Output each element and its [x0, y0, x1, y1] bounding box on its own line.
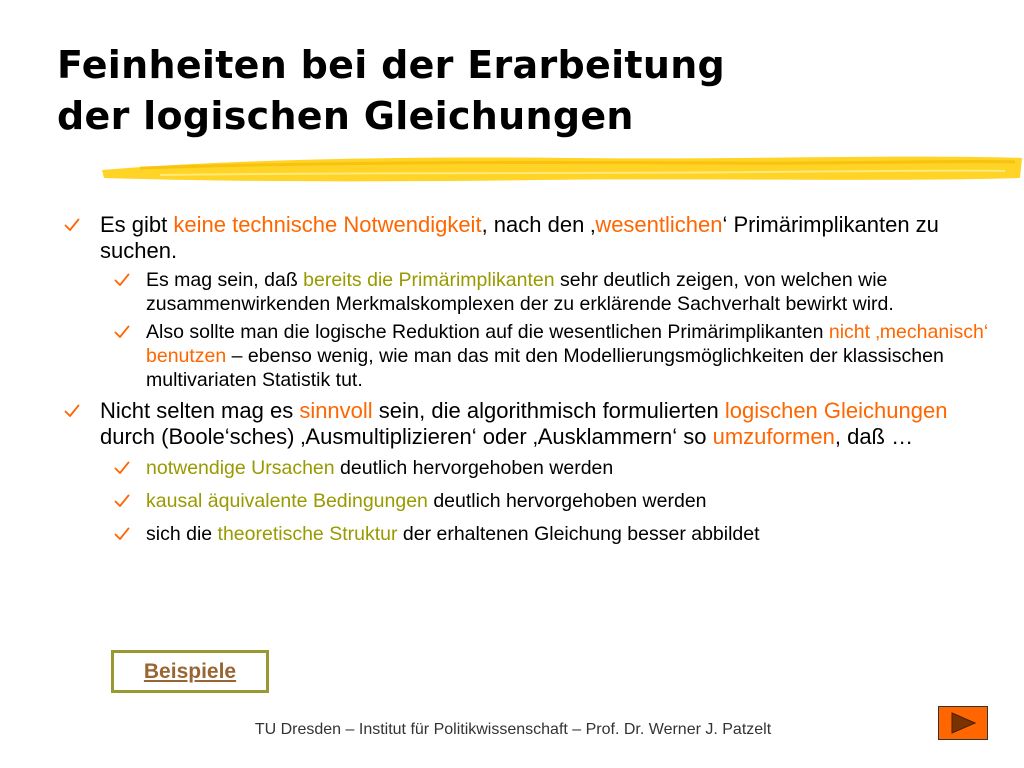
footer: [0, 721, 1024, 739]
sub-bullet-item: [62, 320, 1002, 392]
sub-bullet-item: [62, 489, 1002, 513]
highlighter-stroke: [100, 148, 1024, 190]
checkmark-icon: [114, 325, 130, 339]
examples-link[interactable]: Beispiele: [143, 659, 237, 683]
checkmark-icon: [114, 494, 130, 508]
bullet-text-part: durch (Boole‘sches) ‚Ausmultiplizieren‘ oder ‚Ausklammern‘ so: [100, 424, 713, 449]
sub-bullet-item: [62, 456, 1002, 480]
examples-button[interactable]: [111, 650, 269, 693]
bullet-item: [62, 398, 1002, 450]
bullet-text-part: notwendige Ursachen: [146, 457, 335, 479]
bullet-text-part: deutlich hervorgehoben werden: [427, 490, 707, 512]
bullet-list: [62, 212, 1002, 546]
sub-bullet-item: [62, 268, 1002, 316]
bullet-text-part: kausal äquivalente Bedingungen: [146, 490, 428, 512]
bullet-text-part: keine technische Notwendigkeit: [173, 212, 482, 237]
slide-title-line-2: der logischen Gleichungen: [57, 94, 634, 138]
bullet-text-part: Es mag sein, daß: [146, 269, 304, 291]
bullet-item: [62, 212, 1002, 264]
bullet-text-part: der erhaltenen Gleichung besser abbildet: [397, 523, 760, 545]
bullet-text-part: nicht ‚mechanisch‘ benutzen: [146, 321, 989, 367]
bullet-text-part: logischen Gleichungen: [724, 398, 948, 423]
checkmark-icon: [64, 218, 80, 232]
checkmark-icon: [114, 527, 130, 541]
bullet-text-part: sinnvoll: [299, 398, 373, 423]
bullet-text-part: ‘ Primärimplikanten zu suchen.: [100, 212, 939, 263]
bullet-text-part: wesentlichen: [595, 212, 723, 237]
footer-text: TU Dresden – Institut für Politikwissenschaft – Prof. Dr. Werner J. Patzelt: [254, 721, 772, 738]
checkmark-icon: [114, 273, 130, 287]
bullet-text-part: Nicht selten mag es: [100, 398, 300, 423]
bullet-text-part: bereits die Primärimplikanten: [303, 269, 555, 291]
bullet-text-part: Es gibt: [100, 212, 174, 237]
next-slide-button[interactable]: [938, 706, 988, 740]
bullet-text-part: sich die: [146, 523, 218, 545]
checkmark-icon: [114, 461, 130, 475]
bullet-text-part: deutlich hervorgehoben werden: [334, 457, 614, 479]
slide-title-line-1: Feinheiten bei der Erarbeitung: [57, 43, 726, 87]
bullet-text-part: umzuformen: [712, 424, 835, 449]
bullet-text-part: , daß …: [834, 424, 914, 449]
bullet-text-part: sein, die algorithmisch formulierten: [372, 398, 725, 423]
sub-bullet-item: [62, 522, 1002, 546]
bullet-text-part: – ebenso wenig, wie man das mit den Modellierungsmöglichkeiten der klassischen multivariaten Statistik tut.: [146, 345, 944, 391]
bullet-text-part: sehr deutlich zeigen, von welchen wie zusammenwirkenden Merkmalskomplexen der zu erklärende Sachverhalt bewirkt wird.: [146, 269, 894, 315]
bullet-text-part: Also sollte man die logische Reduktion auf die wesentlichen Primärimplikanten: [146, 321, 829, 343]
checkmark-icon: [64, 404, 80, 418]
bullet-text-part: , nach den ‚: [481, 212, 596, 237]
slide-title: [57, 40, 725, 142]
play-right-triangle-icon: [948, 711, 978, 735]
bullet-text-part: theoretische Struktur: [217, 523, 398, 545]
